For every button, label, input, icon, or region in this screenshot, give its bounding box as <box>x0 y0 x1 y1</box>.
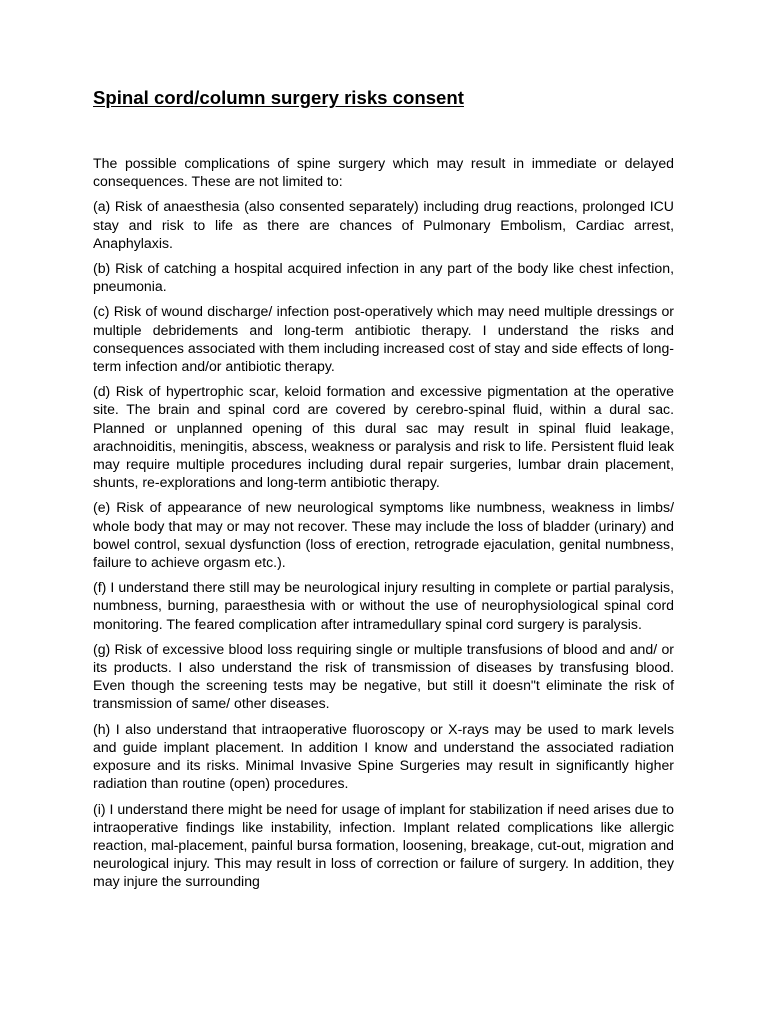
risk-paragraph-c: (c) Risk of wound discharge/ infection post-operatively which may need multiple dressings or multiple debridements and long-term antibiotic therapy. I understand the risks and consequences associated with them including increased cost of stay and side effects of long-term infection and/or antibiotic therapy. <box>93 303 674 375</box>
risk-paragraph-f: (f) I understand there still may be neurological injury resulting in complete or partial paralysis, numbness, burning, paraesthesia with or without the use of neurophysiological spinal cord monitoring. The feared complication after intramedullary spinal cord surgery is paralysis. <box>93 579 674 632</box>
risk-paragraph-d: (d) Risk of hypertrophic scar, keloid formation and excessive pigmentation at the operative site. The brain and spinal cord are covered by cerebro-spinal fluid, within a dural sac. Planned or unplanned opening of this dural sac may result in spinal fluid leakage, arachnoiditis, meningitis, abscess, weakness or paralysis and risk to life. Persistent fluid leak may require multiple procedures including dural repair surgeries, lumbar drain placement, shunts, re-explorations and long-term antibiotic therapy. <box>93 383 674 491</box>
risk-paragraph-b: (b) Risk of catching a hospital acquired infection in any part of the body like chest infection, pneumonia. <box>93 260 674 295</box>
risk-paragraph-i: (i) I understand there might be need for usage of implant for stabilization if need arises due to intraoperative findings like instability, infection. Implant related complications like allergic reaction, mal-placement, painful bursa formation, loosening, breakage, cut-out, migration and neurological injury. This may result in loss of correction or failure of surgery. In addition, they may injure the surrounding <box>93 800 674 890</box>
risk-paragraph-h: (h) I also understand that intraoperative fluoroscopy or X-rays may be used to mark levels and guide implant placement. In addition I know and understand the associated radiation exposure and its risks. Minimal Invasive Spine Surgeries may result in significantly higher radiation than routine (open) procedures. <box>93 720 674 792</box>
document-page <box>93 86 674 898</box>
document-title: Spinal cord/column surgery risks consent <box>93 87 464 108</box>
intro-paragraph: The possible complications of spine surgery which may result in immediate or delayed consequences. These are not limited to: <box>93 155 674 190</box>
risk-paragraph-e: (e) Risk of appearance of new neurological symptoms like numbness, weakness in limbs/ whole body that may or may not recover. These may include the loss of bladder (urinary) and bowel control, sexual dysfunction (loss of erection, retrograde ejaculation, genital numbness, failure to achieve orgasm etc.). <box>93 499 674 571</box>
risk-paragraph-g: (g) Risk of excessive blood loss requiring single or multiple transfusions of blood and and/ or its products. I also understand the risk of transmission of diseases by transfusing blood. Even though the screening tests may be negative, but still it doesn"t eliminate the risk of transmission of same/ other diseases. <box>93 640 674 712</box>
risk-paragraph-a: (a) Risk of anaesthesia (also consented separately) including drug reactions, prolonged ICU stay and risk to life as there are chances of Pulmonary Embolism, Cardiac arrest, Anaphylaxis. <box>93 198 674 251</box>
